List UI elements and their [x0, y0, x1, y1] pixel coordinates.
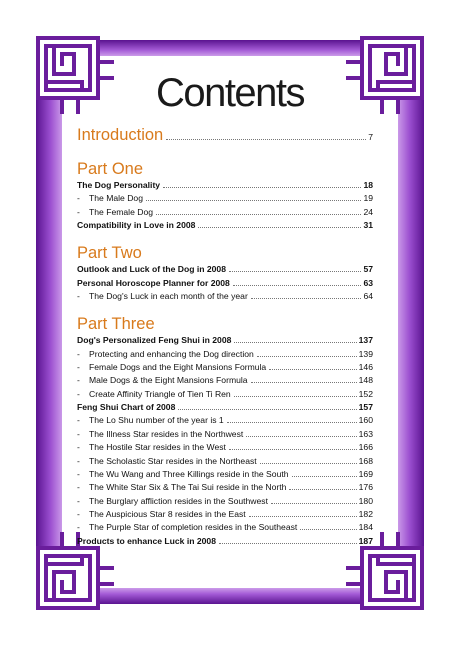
toc-page-number: 19: [363, 193, 373, 204]
toc-subentry[interactable]: [77, 441, 373, 454]
toc-entry-text: Female Dogs and the Eight Mansions Formula: [89, 362, 267, 373]
toc-chapter-entry[interactable]: [77, 334, 373, 347]
bullet-dash: -: [77, 291, 80, 302]
toc-entry-text: The Scholastic Star resides in the Northeast: [89, 455, 257, 466]
dot-leader: [163, 187, 361, 188]
dot-leader: [198, 227, 361, 228]
toc-entry-text: The Auspicious Star 8 resides in the East: [89, 508, 246, 519]
toc-page-number: 182: [358, 508, 373, 519]
bullet-dash: -: [77, 508, 80, 519]
toc-subentry[interactable]: [77, 481, 373, 494]
dot-leader: [271, 503, 357, 504]
dot-leader: [234, 342, 356, 343]
toc-subentry[interactable]: [77, 428, 373, 441]
dot-leader: [234, 396, 357, 397]
toc-page-number: 176: [358, 482, 373, 493]
bullet-dash: -: [77, 455, 80, 466]
toc-entry-text: The Hostile Star resides in the West: [89, 442, 226, 453]
toc-page-number: 18: [363, 180, 373, 190]
toc-page-number: 187: [358, 535, 373, 546]
dot-leader: [156, 214, 361, 215]
dot-leader: [146, 200, 361, 201]
toc-page-number: 24: [363, 206, 373, 217]
toc-chapter-entry[interactable]: [77, 219, 373, 232]
toc-subentry[interactable]: [77, 290, 373, 303]
toc-subentry[interactable]: [77, 414, 373, 427]
table-of-contents: [77, 70, 373, 548]
dot-leader: [292, 476, 357, 477]
dot-leader: [249, 516, 357, 517]
bullet-dash: -: [77, 522, 80, 533]
bullet-dash: -: [77, 193, 80, 204]
toc-page-number: 180: [358, 495, 373, 506]
toc-subentry[interactable]: [77, 348, 373, 361]
dot-leader: [229, 271, 361, 272]
dot-leader: [289, 489, 356, 490]
toc-page-number: 168: [358, 455, 373, 466]
bullet-dash: -: [77, 206, 80, 217]
toc-chapter-entry[interactable]: [77, 179, 373, 192]
toc-entry-text: The Lo Shu number of the year is 1: [89, 415, 224, 426]
toc-chapter-entry[interactable]: [77, 277, 373, 290]
toc-subentry[interactable]: [77, 495, 373, 508]
toc-page-number: 152: [358, 388, 373, 399]
toc-subentry[interactable]: [77, 388, 373, 401]
dot-leader: [233, 285, 362, 286]
toc-sections: [77, 148, 373, 548]
toc-subentry[interactable]: [77, 455, 373, 468]
part-heading: Part Two: [77, 244, 142, 263]
toc-entry-text: The Illness Star resides in the Northwest: [89, 428, 244, 439]
page-title: Contents: [155, 71, 305, 115]
toc-subentry[interactable]: [77, 508, 373, 521]
toc-entry-text: Create Affinity Triangle of Tien Ti Ren: [89, 388, 231, 399]
toc-entry-text: Protecting and enhancing the Dog direction: [89, 348, 254, 359]
toc-entry-text: The Wu Wang and Three Killings reside in the South: [89, 468, 289, 479]
toc-page-number: 166: [358, 442, 373, 453]
toc-page-number: 139: [358, 348, 373, 359]
toc-chapter-entry[interactable]: [77, 401, 373, 414]
toc-page-number: 160: [358, 415, 373, 426]
toc-entry-text: Feng Shui Chart of 2008: [77, 402, 176, 413]
toc-entry-text: Male Dogs & the Eight Mansions Formula: [89, 375, 248, 386]
part-heading: Part One: [77, 160, 144, 178]
toc-page-number: 163: [358, 428, 373, 439]
dot-leader: [269, 369, 356, 370]
toc-page-number: 146: [358, 362, 373, 373]
toc-entry-text: The Dog Personality: [77, 180, 161, 190]
dot-leader: [251, 298, 362, 299]
toc-page-number: 57: [363, 264, 373, 275]
toc-entry-text: Dog's Personalized Feng Shui in 2008: [77, 335, 232, 346]
toc-subentry[interactable]: [77, 206, 373, 219]
toc-entry-text: The Dog's Luck in each month of the year: [89, 291, 248, 302]
dot-leader: [229, 449, 357, 450]
dot-leader: [260, 463, 357, 464]
bullet-dash: -: [77, 348, 80, 359]
dot-leader: [227, 422, 357, 423]
bullet-dash: -: [77, 362, 80, 373]
dot-leader: [178, 409, 356, 410]
toc-entry-text: Compatibility in Love in 2008: [77, 220, 196, 231]
toc-subentry[interactable]: [77, 192, 373, 205]
toc-page-number: 169: [358, 468, 373, 479]
dot-leader: [257, 356, 357, 357]
bullet-dash: -: [77, 442, 80, 453]
toc-chapter-entry[interactable]: [77, 535, 373, 548]
toc-entry-text: Products to enhance Luck in 2008: [77, 535, 216, 546]
dot-leader: [246, 436, 356, 437]
bullet-dash: -: [77, 428, 80, 439]
toc-entry-text: Personal Horoscope Planner for 2008: [77, 277, 230, 288]
toc-subentry[interactable]: [77, 361, 373, 374]
toc-page-number: 63: [363, 277, 373, 288]
toc-entry-text: Outlook and Luck of the Dog in 2008: [77, 264, 226, 275]
toc-entry-text: The White Star Six & The Tai Sui reside in the North: [89, 482, 287, 493]
toc-introduction[interactable]: [77, 124, 373, 148]
toc-page-number: 157: [358, 402, 373, 413]
dot-leader: [251, 382, 357, 383]
toc-entry-text: Introduction: [77, 126, 164, 144]
bullet-dash: -: [77, 482, 80, 493]
toc-page-number: 184: [358, 522, 373, 533]
toc-entry-text: The Male Dog: [89, 193, 143, 204]
toc-page-number: 64: [363, 291, 373, 302]
toc-chapter-entry[interactable]: [77, 263, 373, 276]
toc-subentry[interactable]: [77, 521, 373, 534]
toc-page-number: 148: [358, 375, 373, 386]
toc-entry-text: The Female Dog: [89, 206, 154, 217]
bullet-dash: -: [77, 375, 80, 386]
bullet-dash: -: [77, 388, 80, 399]
toc-entry-text: The Burglary affliction resides in the Southwest: [89, 495, 268, 506]
toc-subentry[interactable]: [77, 468, 373, 481]
toc-entry-text: The Purple Star of completion resides in the Southeast: [89, 522, 298, 533]
toc-page-number: 7: [368, 132, 373, 142]
toc-page-number: 137: [358, 335, 373, 346]
bullet-dash: -: [77, 468, 80, 479]
toc-subentry[interactable]: [77, 374, 373, 387]
dot-leader: [166, 139, 366, 140]
bullet-dash: -: [77, 495, 80, 506]
bullet-dash: -: [77, 415, 80, 426]
dot-leader: [219, 543, 357, 544]
dot-leader: [300, 529, 356, 530]
part-heading: Part Three: [77, 315, 155, 334]
toc-page-number: 31: [363, 220, 373, 231]
